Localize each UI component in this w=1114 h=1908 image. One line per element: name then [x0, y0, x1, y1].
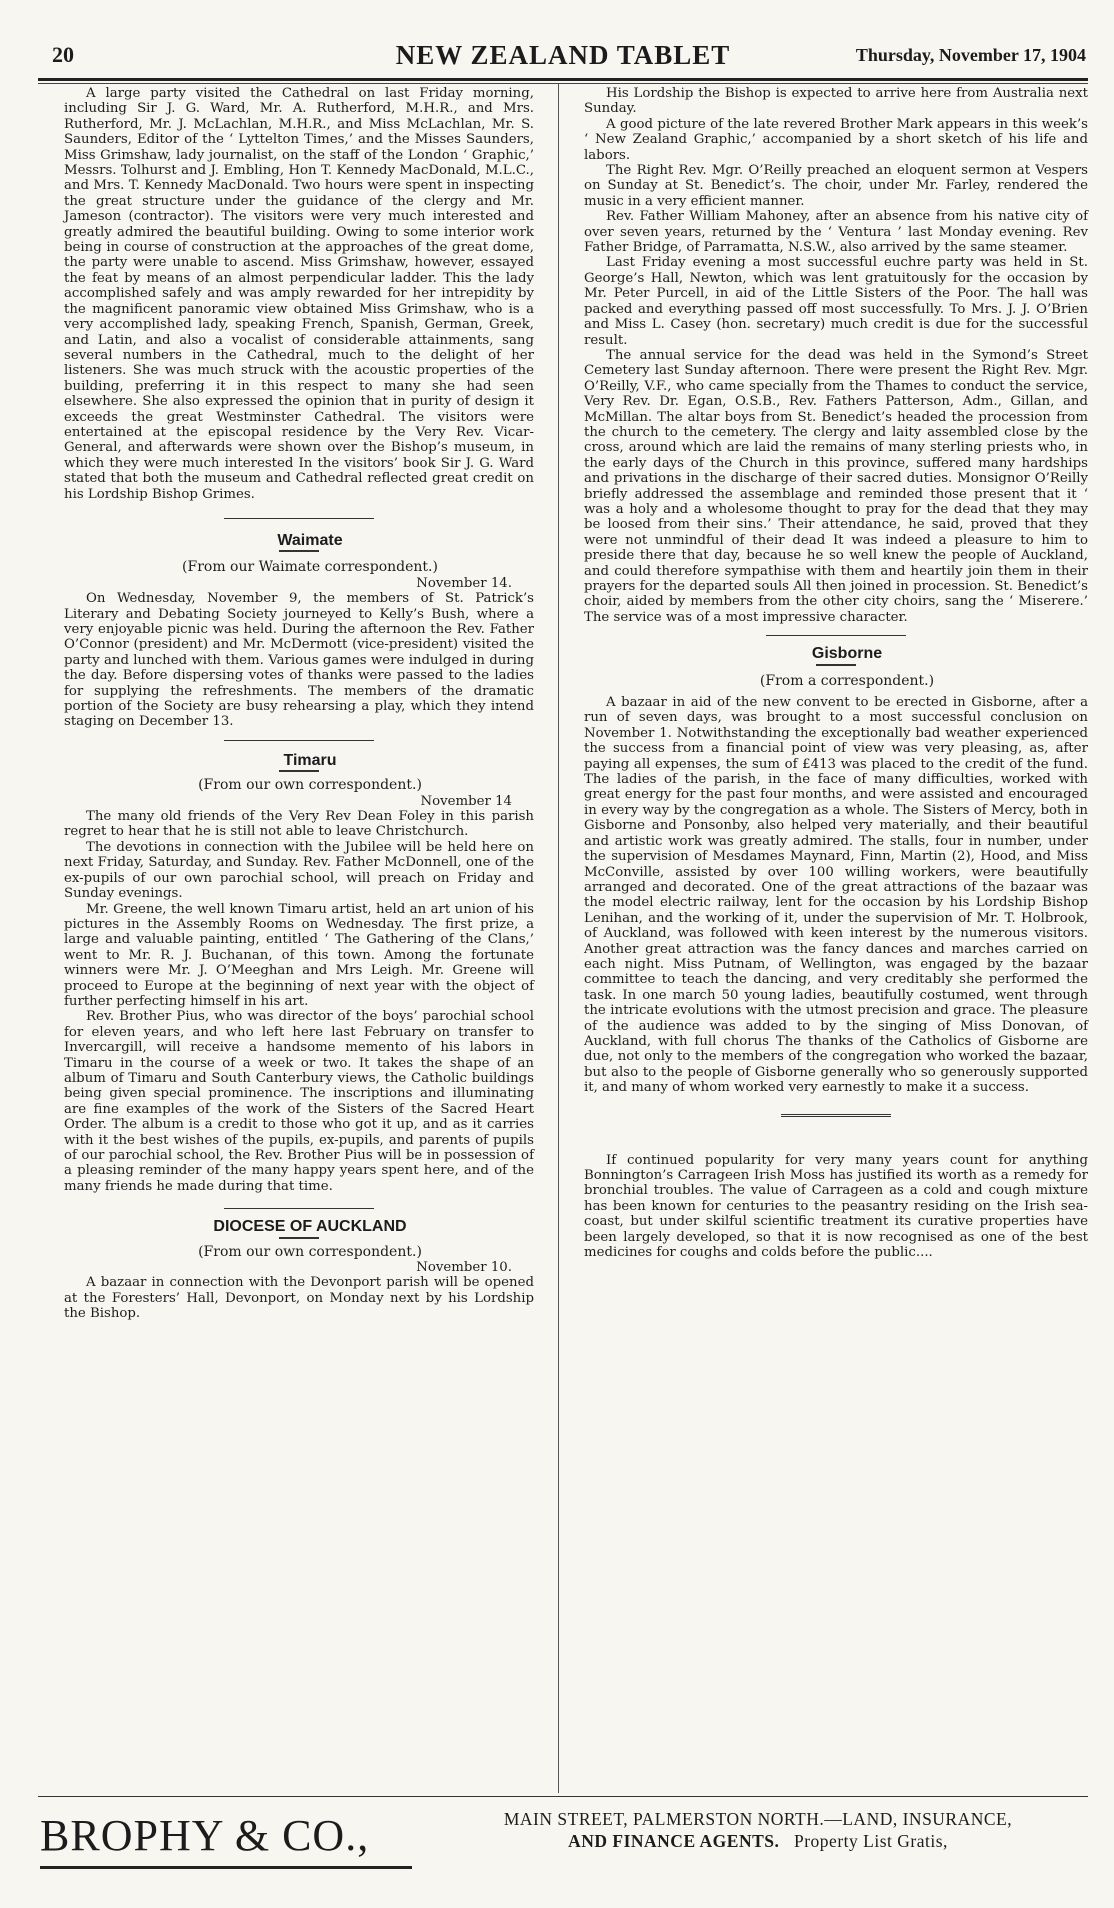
byline-timaru: (From our own correspondent.)	[198, 777, 422, 794]
section-heading-timaru: Timaru	[283, 751, 337, 769]
section-divider	[224, 740, 374, 741]
left-column	[64, 86, 534, 1322]
advert-line-2-tail: Property List Gratis,	[794, 1831, 948, 1851]
advert-details	[430, 1808, 1086, 1852]
masthead-rule	[38, 78, 1088, 81]
masthead	[38, 40, 1088, 78]
section-heading-gisborne: Gisborne	[811, 645, 883, 663]
section-heading-waimate: Waimate	[277, 531, 343, 549]
article-paragraph: The annual service for the dead was held in the Symond’s Street Cemetery last Sunday afternoon. There were present the Right Rev. Mgr. O’Reilly, V.F., who came specially from the Thames to conduct the service, Very Rev. Dr. Egan, O.S.B., Rev. Fathers Patterson, Adm., Gillan, and McMillan. The altar boys from St. Benedict’s headed the procession from the church to the cemetery. The clergy and laity assembled close by the cross, around which are laid the remains of many sterling priests who, in the early days of the Church in this province, suffered many hardships and privations in the discharge of their sacred duties. Monsignor O’Reilly briefly addressed the assemblage and reminded those present that it ‘ was a holy and a wholesome thought to pray for the dead that they may be loosed from their sins.’ Their attendance, he said, proved that they were not unmindful of their dead It was indeed a pleasure to him to preside there that day, because he so well knew the people of Auckland, and could therefore sympathise with them and heartily join them in their prayers for the departed souls All then joined in procession. St. Benedict’s choir, aided by members from the other city choirs, sang the ‘ Miserere.’ The service was of a most impressive character.	[584, 347, 1088, 625]
advert-line-2	[430, 1830, 1086, 1852]
masthead-rule-thin	[38, 83, 1088, 84]
issue-date: Thursday, November 17, 1904	[855, 45, 1086, 65]
article-paragraph: Last Friday evening a most successful euchre party was held in St. George’s Hall, Newton, which was lent gratuitously for the occasion by Mr. Peter Purcell, in aid of the Little Sisters of the Poor. The hall was packed and everything passed off most successfully. To Mrs. J. J. O’Brien and Miss L. Casey (hon. secretary) much credit is due for the successful result.	[584, 255, 1088, 348]
dateline-waimate: November 14.	[416, 575, 512, 591]
heading-underline	[816, 664, 856, 666]
heading-underline	[279, 1237, 319, 1239]
column-divider	[558, 84, 559, 1793]
article-paragraph: Mr. Greene, the well known Timaru artist, held an art union of his pictures in the Assembly Rooms on Wednesday. The first prize, a large and valuable painting, entitled ‘ The Gathering of the Clans,’ went to Mr. R. J. Buchanan, of this town. Among the fortunate winners were Mr. J. O’Meeghan and Mrs Leigh. Mr. Greene will proceed to Europe at the beginning of next year with the object of further perfecting himself in his art.	[64, 901, 534, 1009]
cathedral-visit-paragraph: A large party visited the Cathedral on last Friday morning, including Sir J. G. Ward, Mr. A. Rutherford, M.H.R., and Mrs. Rutherford, Mr. J. McLachlan, M.H.R., and Miss McLachlan, Mr. S. Saunders, Editor of the ‘ Lyttelton Times,’ and the Misses Saunders, Miss Grimshaw, lady journalist, on the staff of the London ‘ Graphic,’ Messrs. Tolhurst and J. Embling, Hon T. Kennedy MacDonald, M.L.C., and Mrs. T. Kennedy MacDonald. Two hours were spent in inspecting the great structure under the guidance of the clergy and Mr. Jameson (contractor). The visitors were very much interested and greatly admired the beautiful building. Owing to some interior work being in course of construction at the approaches of the great dome, the party were unable to ascend. Miss Grimshaw, however, essayed the feat by means of an almost perpendicular ladder. This the lady accomplished safely and was amply rewarded for her intrepidity by the magnificent panoramic view obtained Miss Grimshaw, who is a very accomplished lady, speaking French, Spanish, German, Greek, and Latin, and also a vocalist of considerable attainments, sang several numbers in the Cathedral, much to the delight of her listeners. She was much struck with the acoustic properties of the building, preferring it in this respect to many she had seen elsewhere. She also expressed the opinion that in purity of design it exceeds the great Westminster Cathedral. The visitors were entertained at the episcopal residence by the Very Rev. Vicar-General, and afterwards were shown over the Bishop’s museum, in which they were much interested In the visitors’ book Sir J. G. Ward stated that both the museum and Cathedral reflected great credit on his Lordship Bishop Grimes.	[64, 86, 534, 502]
article-paragraph: A bazaar in connection with the Devonport parish will be opened at the Foresters’ Hall, Devonport, on Monday next by his Lordship the Bishop.	[64, 1275, 534, 1322]
byline-waimate: (From our Waimate correspondent.)	[182, 559, 438, 576]
advert-company-name: BROPHY & CO.,	[40, 1811, 370, 1860]
advert-line-1: MAIN STREET, PALMERSTON NORTH.—LAND, INSURANCE,	[503, 1809, 1013, 1829]
section-divider	[781, 1114, 891, 1117]
advert-paragraph: If continued popularity for very many years count for anything Bonnington’s Carrageen Irish Moss has justified its worth as a remedy for bronchial troubles. The value of Carrageen as a cold and cough mixture has been known for centuries to the peasantry residing on the Irish sea-coast, but under skilful scientific treatment its curative properties have been largely developed, so that it is now recognised as one of the best medicines for coughs and colds before the public....	[584, 1152, 1088, 1261]
byline-gisborne: (From a correspondent.)	[759, 672, 935, 689]
heading-underline	[279, 550, 319, 552]
section-divider	[224, 1208, 374, 1209]
page-number: 20	[52, 42, 74, 67]
section-divider	[766, 635, 906, 636]
article-paragraph: His Lordship the Bishop is expected to arrive here from Australia next Sunday.	[584, 86, 1088, 117]
article-paragraph: A good picture of the late revered Brother Mark appears in this week’s ‘ New Zealand Graphic,’ accompanied by a short sketch of his life and labors.	[584, 116, 1088, 163]
article-paragraph: Rev. Father William Mahoney, after an absence from his native city of over seven years, returned by the ‘ Ventura ’ last Monday evening. Rev Father Bridge, of Parramatta, N.S.W., also arrived by the same steamer.	[584, 209, 1088, 256]
article-paragraph: The many old friends of the Very Rev Dean Foley in this parish regret to hear that he is still not able to leave Christchurch.	[64, 809, 534, 840]
article-paragraph: The devotions in connection with the Jubilee will be held here on next Friday, Saturday, and Sunday. Rev. Father McDonnell, one of the ex-pupils of our own parochial school, will preach on Friday and Sunday evenings.	[64, 839, 534, 902]
advert-rule	[38, 1796, 1088, 1797]
article-paragraph: On Wednesday, November 9, the members of St. Patrick’s Literary and Debating Society journeyed to Kelly’s Bush, where a very enjoyable picnic was held. During the afternoon the Rev. Father O’Connor (president) and Mr. McDermott (vice-president) visited the party and lunched with them. Various games were indulged in during the day. Before dispersing votes of thanks were passed to the ladies for supplying the refreshments. The members of the dramatic portion of the Society are busy rehearsing a play, which they intend staging on December 13.	[64, 591, 534, 730]
section-divider	[224, 518, 374, 519]
section-heading-auckland: DIOCESE OF AUCKLAND	[213, 1218, 407, 1236]
advert-line-2-bold: AND FINANCE AGENTS.	[568, 1831, 780, 1851]
advert-name-underline	[40, 1866, 412, 1869]
dateline-auckland: November 10.	[416, 1260, 512, 1276]
newspaper-title: NEW ZEALAND TABLET	[395, 40, 731, 70]
article-paragraph: Rev. Brother Pius, who was director of the boys’ parochial school for eleven years, and who left here last February on transfer to Invercargill, will receive a handsome memento of his labors in Timaru in the course of a week or two. It takes the shape of an album of Timaru and South Canterbury views, the Catholic buildings being given special prominence. The inscriptions and illuminating are fine examples of the work of the Sisters of the Sacred Heart Order. The album is a credit to those who got it up, and as it carries with it the best wishes of the pupils, ex-pupils, and parents of pupils of our parochial school, the Rev. Brother Pius will be in possession of a pleasing reminder of the many happy years spent here, and of the many friends he made during that time.	[64, 1009, 534, 1194]
article-paragraph: A bazaar in aid of the new convent to be erected in Gisborne, after a run of seven days, was brought to a most successful conclusion on November 1. Notwithstanding the exceptionally bad weather experienced the success from a financial point of view was very pleasing, as, after paying all expenses, the sum of £413 was placed to the credit of the fund. The ladies of the parish, in the face of many difficulties, worked with great energy for the past four months, and were assisted and encouraged in every way by the congregation as a whole. The Sisters of Mercy, both in Gisborne and Ponsonby, also helped very materially, and their beautiful and artistic work was greatly admired. The stalls, four in number, under the supervision of Mesdames Maynard, Finn, Martin (2), Hood, and Miss McConville, assisted by over 100 willing workers, were beautifully arranged and decorated. One of the great attractions of the bazaar was the model electric railway, lent for the occasion by his Lordship Bishop Lenihan, and the working of it, under the supervision of Mr. T. Holbrook, of Auckland, was followed with keen interest by the numerous visitors. Another great attraction was the fancy dances and marches carried on each night. Miss Putnam, of Wellington, was engaged by the bazaar committee to teach the dancing, and very creditably she performed the task. In one march 50 young ladies, beautifully costumed, went through the intricate evolutions with the utmost precision and grace. The pleasure of the audience was added to by the singing of Miss Donovan, of Auckland, with full chorus The thanks of the Catholics of Gisborne are due, not only to the members of the congregation who worked the bazaar, but also to the people of Gisborne generally who so generously supported it, and many of whom worked very earnestly to make it a success.	[584, 695, 1088, 1096]
right-column	[584, 86, 1088, 1260]
dateline-timaru: November 14	[420, 793, 512, 809]
heading-underline	[279, 770, 319, 772]
byline-auckland: (From our own correspondent.)	[198, 1243, 422, 1260]
article-paragraph: The Right Rev. Mgr. O’Reilly preached an eloquent sermon at Vespers on Sunday at St. Benedict’s. The choir, under Mr. Farley, rendered the music in a very efficient manner.	[584, 163, 1088, 209]
